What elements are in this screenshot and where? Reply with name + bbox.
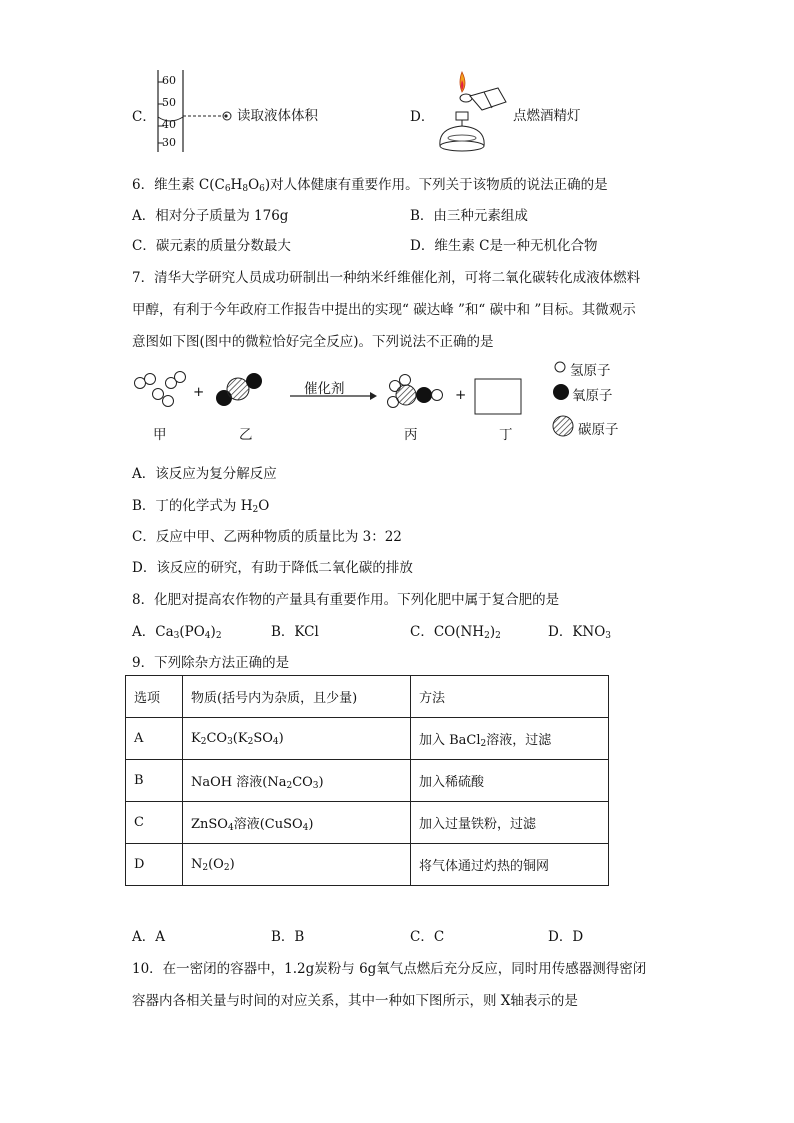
row-method: 加入 BaCl$_2$溶液，过滤 [411, 718, 609, 760]
plus-sign-1: + [193, 384, 205, 400]
header-method: 方法 [411, 676, 609, 718]
table-row [126, 802, 609, 844]
label-jia: 甲 [153, 427, 167, 443]
label-bing: 丙 [404, 427, 418, 443]
table-row [126, 844, 609, 886]
q8-stem: 8．化肥对提高农作物的产量具有重要作用。下列化肥中属于复合肥的是 [132, 592, 560, 608]
q10-stem-line1: 10．在一密闭的容器中，1.2g炭粉与 6g氧气点燃后充分反应，同时用传感器测得密闭 [132, 961, 647, 977]
tick-40: 40 [162, 118, 176, 131]
q10-stem-line2: 容器内各相关量与时间的对应关系，其中一种如下图所示，则 X轴表示的是 [132, 993, 578, 1009]
legend-hydrogen: 氢原子 [570, 363, 611, 379]
q6-option-a: A．相对分子质量为 176g [132, 208, 289, 224]
q8-option-b: B．KCl [271, 624, 319, 640]
q7-option-a: A．该反应为复分解反应 [132, 466, 277, 482]
tick-60: 60 [162, 74, 176, 87]
q6-option-b: B．由三种元素组成 [410, 208, 528, 224]
row-option: A [126, 718, 183, 760]
label-yi: 乙 [239, 427, 253, 443]
row-option: C [126, 802, 183, 844]
table-row [126, 760, 609, 802]
row-substance: ZnSO$_4$溶液(CuSO$_4$) [183, 802, 411, 844]
header-substance: 物质(括号内为杂质，且少量) [183, 676, 411, 718]
q6-option-d: D．维生素 C是一种无机化合物 [410, 238, 598, 254]
q6-stem: 6．维生素 $C(C_6H_8O_6)$对人体健康有重要作用。下列关于该物质的说法正确的是 [132, 177, 608, 194]
q6-option-c: C．碳元素的质量分数最大 [132, 238, 291, 254]
table-header-row [126, 676, 609, 718]
legend-carbon: 碳原子 [578, 422, 619, 438]
q9-option-b: B．B [271, 929, 305, 945]
q7-option-d: D．该反应的研究，有助于降低二氧化碳的排放 [132, 560, 413, 576]
q5-option-c-label: C． [132, 109, 156, 125]
q5-option-d-caption: 点燃酒精灯 [513, 108, 581, 124]
row-substance: $N_2(O_2)$ [183, 844, 411, 886]
row-substance: $K_2CO_3(K_2SO_4)$ [183, 718, 411, 760]
row-option: B [126, 760, 183, 802]
product-bing-molecule [388, 375, 443, 408]
legend-oxygen: 氧原子 [572, 388, 613, 404]
reactant-jia-molecules [135, 372, 186, 407]
q9-option-d: D．D [548, 929, 584, 945]
row-method: 加入稀硫酸 [411, 760, 609, 802]
q9-option-a: A．A [132, 929, 165, 945]
row-method: 将气体通过灼热的铜网 [411, 844, 609, 886]
alcohol-lamp-figure [432, 66, 512, 158]
row-method: 加入过量铁粉，过滤 [411, 802, 609, 844]
plus-sign-2: + [455, 387, 467, 403]
impurity-removal-table [125, 675, 609, 886]
q9-option-c: C．C [410, 929, 445, 945]
header-option: 选项 [126, 676, 183, 718]
row-option: D [126, 844, 183, 886]
q8-option-a: A．$Ca_3(PO_4)_2$ [132, 624, 222, 641]
q7-stem-line2: 甲醇，有利于今年政府工作报告中提出的实现“ 碳达峰 ”和“ 碳中和 ”目标。其微观示 [132, 302, 636, 318]
table-row [126, 718, 609, 760]
q7-stem-line1: 7．清华大学研究人员成功研制出一种纳米纤维催化剂，可将二氧化碳转化成液体燃料 [132, 270, 641, 286]
q8-option-d: D．$KNO_3$ [548, 624, 612, 641]
q7-option-c: C．反应中甲、乙两种物质的质量比为 3：22 [132, 529, 402, 545]
q7-option-b: B．丁的化学式为 $H_2O$ [132, 498, 270, 515]
q8-option-c: C．$CO(NH_2)_2$ [410, 624, 501, 641]
q7-stem-line3: 意图如下图(图中的微粒恰好完全反应)。下列说法不正确的是 [132, 334, 494, 350]
tick-50: 50 [162, 96, 176, 109]
catalyst-label: 催化剂 [304, 381, 345, 397]
q9-stem: 9．下列除杂方法正确的是 [132, 655, 290, 671]
q5-option-d-label: D． [410, 109, 435, 125]
tick-30: 30 [162, 136, 176, 149]
product-ding-box [475, 379, 521, 414]
reactant-yi-molecule [216, 373, 262, 406]
label-ding: 丁 [499, 427, 513, 443]
row-substance: NaOH 溶液$(Na_2CO_3)$ [183, 760, 411, 802]
q5-option-c-caption: 读取液体体积 [237, 108, 318, 124]
